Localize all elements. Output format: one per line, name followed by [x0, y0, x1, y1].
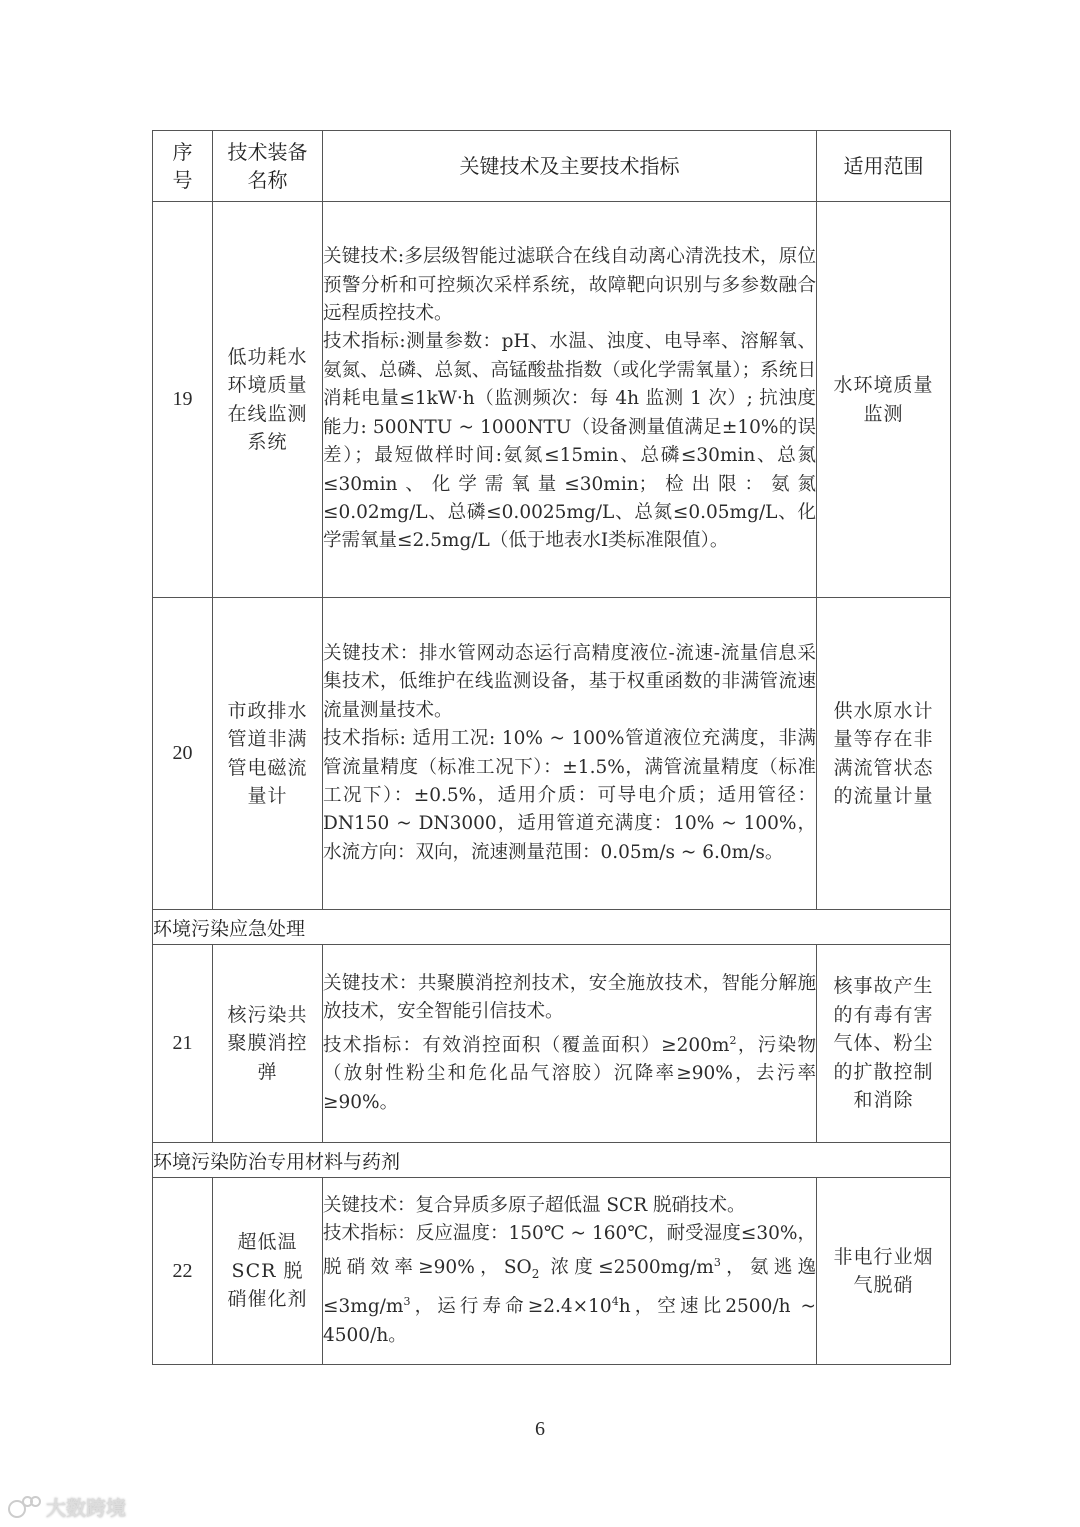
application-scope: 水环境质量监测: [817, 202, 951, 598]
watermark-text: 大数跨境: [46, 1496, 126, 1520]
row-index: 21: [153, 945, 213, 1143]
key-technology: 关键技术：复合异质多原子超低温 SCR 脱硝技术。: [323, 1194, 746, 1216]
watermark: [8, 1492, 126, 1521]
tech-indicators: 技术指标：反应温度：150℃ ~ 160℃，耐受湿度≤30%，脱硝效率≥90%，$SO_2$ 浓度$\le 2500mg/m^3$，氨逃逸$\le 3mg/m^3$，运行寿命$\ge 2.4\times 10^4h$，空速比2500/h ~ 4500/h。: [323, 1223, 816, 1346]
key-technology: 关键技术：共聚膜消控剂技术，安全施放技术，智能分解施放技术，安全智能引信技术。: [323, 972, 816, 1023]
section-title: 环境污染应急处理: [153, 910, 951, 945]
table-row: [153, 202, 951, 598]
table-header-row: [153, 131, 951, 202]
equipment-name: 超低温SCR 脱硝催化剂: [213, 1178, 323, 1365]
tech-detail: [323, 1178, 817, 1365]
key-technology: 关键技术:多层级智能过滤联合在线自动离心清洗技术，原位预警分析和可控频次采样系统，故障靶向识别与多参数融合远程质控技术。: [323, 246, 816, 325]
equipment-name: 市政排水管道非满管电磁流量计: [213, 598, 323, 910]
tech-detail: [323, 202, 817, 598]
section-row: [153, 910, 951, 945]
table-row: [153, 1178, 951, 1365]
header-detail: 关键技术及主要技术指标: [323, 131, 817, 202]
watermark-logo-icon: [8, 1496, 40, 1518]
header-scope: 适用范围: [817, 131, 951, 202]
application-scope: 非电行业烟气脱硝: [817, 1178, 951, 1365]
equipment-name: 核污染共聚膜消控弹: [213, 945, 323, 1143]
tech-indicators: 技术指标: 适用工况: 10% ~ 100%管道液位充满度，非满管流量精度（标准工况下）：±1.5%，满管流量精度（标准工况下）：±0.5%，适用介质：可导电介质；适用管径：DN150 ~ DN3000，适用管道充满度：10% ~ 100%，水流方向：双向，流速测量范围：0.05m/s ~ 6.0m/s。: [323, 728, 816, 863]
header-name: 技术装备名称: [213, 131, 323, 202]
tech-detail: [323, 945, 817, 1143]
tech-detail: [323, 598, 817, 910]
row-index: 22: [153, 1178, 213, 1365]
page-number: 6: [535, 1418, 545, 1440]
tech-indicators: 技术指标:测量参数：pH、水温、浊度、电导率、溶解氧、氨氮、总磷、总氮、高锰酸盐指数（或化学需氧量）；系统日消耗电量≤1kW·h（监测频次：每 4h 监测 1 次）; 抗浊度能力: 500NTU ~ 1000NTU（设备测量值满足±10%的误差）；最短做样时间:氨氮≤15min、总磷≤30min、总氮≤30min、化学需氧量≤30min；检出限：氨氮≤0.02mg/L、总磷≤0.0025mg/L、总氮≤0.05mg/L、化学需氧量≤2.5mg/L（低于地表水I类标准限值）。: [323, 331, 816, 552]
section-title: 环境污染防治专用材料与药剂: [153, 1143, 951, 1178]
equipment-name: 低功耗水环境质量在线监测系统: [213, 202, 323, 598]
application-scope: 供水原水计量等存在非满流管状态的流量计量: [817, 598, 951, 910]
table-row: [153, 598, 951, 910]
tech-indicators: 技术指标：有效消控面积（覆盖面积）$\ge 200m^2$，污染物（放射性粉尘和危化品气溶胶）沉降率≥90%，去污率≥90%。: [323, 1033, 816, 1113]
key-technology: 关键技术：排水管网动态运行高精度液位-流速-流量信息采集技术，低维护在线监测设备，基于权重函数的非满管流速流量测量技术。: [323, 642, 816, 721]
application-scope: 核事故产生的有毒有害气体、粉尘的扩散控制和消除: [817, 945, 951, 1143]
row-index: 20: [153, 598, 213, 910]
section-row: [153, 1143, 951, 1178]
row-index: 19: [153, 202, 213, 598]
table-row: [153, 945, 951, 1143]
equipment-table: [152, 130, 951, 1365]
header-index: 序号: [153, 131, 213, 202]
